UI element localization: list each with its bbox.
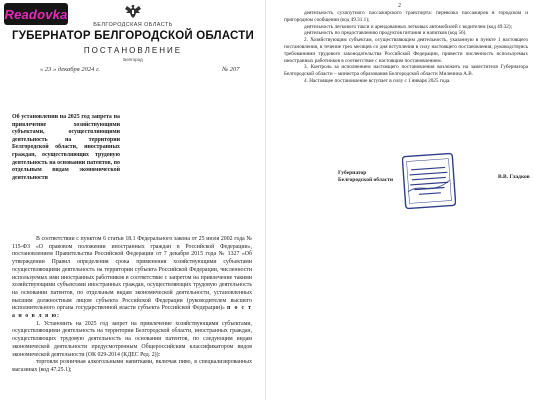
document-type: ПОСТАНОВЛЕНИЕ [83, 46, 183, 55]
signatory-title: Губернатор Белгородской области [338, 170, 394, 184]
document-page-1 [0, 0, 266, 400]
page-number: 2 [398, 3, 401, 9]
coat-of-arms-icon [122, 4, 144, 20]
document-date: « 23 » декабря 2024 г. [40, 66, 101, 73]
document-title: Об установлении на 2025 год запрета на привлечение хозяйствующими субъектами, осуществляющими деятельность на территории Белгородской области, иностранных граждан, осуществляющих трудовую деятельность на основании патентов, по отдельным видам экономической деятельности [12, 114, 120, 181]
activity-line: деятельность по предоставлению продуктов питания и напитков (код 56). [304, 30, 467, 37]
governor-heading: ГУБЕРНАТОР БЕЛГОРОДСКОЙ ОБЛАСТИ [12, 30, 254, 42]
activity-line: деятельность сухопутного пассажирского транспорта: перевозка пассажиров в городском и пригородном сообщении (код 49.31.1); [284, 10, 528, 23]
preamble-paragraph: В соответствии с пунктом 6 статьи 18.1 Федерального закона от 25 июля 2002 года № 115-ФЗ «О правовом положении иностранных граждан в Российской Федерации», постановлением Правительства Российской Федерации от 7 декабря 2015 года № 1327 «Об утверждении Правил определения срока применения хозяйствующими субъектами осуществляющими деятельность на территории субъекта Российской Федерации, численности используемых ими иностранных работников в соответствие с запретом на привлечение такими хозяйствующими субъектами иностранных граждан, осуществляющих трудовую деятельность на основании патентов, по отдельным видам экономической деятельности, установленных высшим должностным лицом субъекта Российской Федерации (руководителем высшего исполнительного органа государственной власти субъекта Российской Федерации)» п о с т а н о в л я ю: [12, 236, 252, 320]
document-number: № 207 [222, 66, 240, 73]
item-1-first-activity: торговля розничная алкогольными напитками, включая пиво, в специализированных магазинах (код 47.25.1); [12, 359, 252, 373]
page-2-body [284, 10, 528, 85]
document-page-2 [266, 0, 533, 400]
item-2-paragraph: 2. Хозяйствующим субъектам, осуществляющим деятельность, указанную в пункте 1 настоящего постановления, в течение трех месяцев со дня вступления в силу настоящего постановления, руководствуясь требованиями трудового законодательства Российской Федерации, привести численность используемых иностранных работников в соответствие с настоящим постановлением. [284, 37, 528, 64]
signatory-name: В.В. Гладков [498, 174, 530, 180]
item-3-paragraph: 3. Контроль за исполнением настоящего постановления возложить на заместителя Губернатора Белгородской области – министра образования Белгородской области Миленина А.В. [284, 64, 528, 78]
resolve-clause: п о с т а н о в л я ю: [12, 305, 252, 320]
item-4-paragraph: 4. Настоящее постановление вступает в силу с 1 января 2025 года. [304, 77, 451, 84]
watermark-logo-text: Readovka [4, 6, 68, 22]
city-name: Белгород [123, 57, 143, 62]
document-body [12, 236, 252, 375]
office-stamp [402, 152, 456, 212]
region-name: БЕЛГОРОДСКАЯ ОБЛАСТЬ [93, 22, 173, 28]
activity-line: деятельность легкового такси и арендованных легковых автомобилей с водителем (код 49.32); [304, 23, 513, 30]
item-1-paragraph: 1. Установить на 2025 год запрет на привлечение хозяйствующими субъектами, осуществляющими деятельность на территории Белгородской области, иностранных граждан, осуществляющих трудовую деятельность на основании патентов, по следующим видам экономической деятельности предусмотренным Общероссийским классификатором видов экономической деятельности (ОК 029-2014 (КДЕС Ред. 2)): [12, 320, 252, 358]
